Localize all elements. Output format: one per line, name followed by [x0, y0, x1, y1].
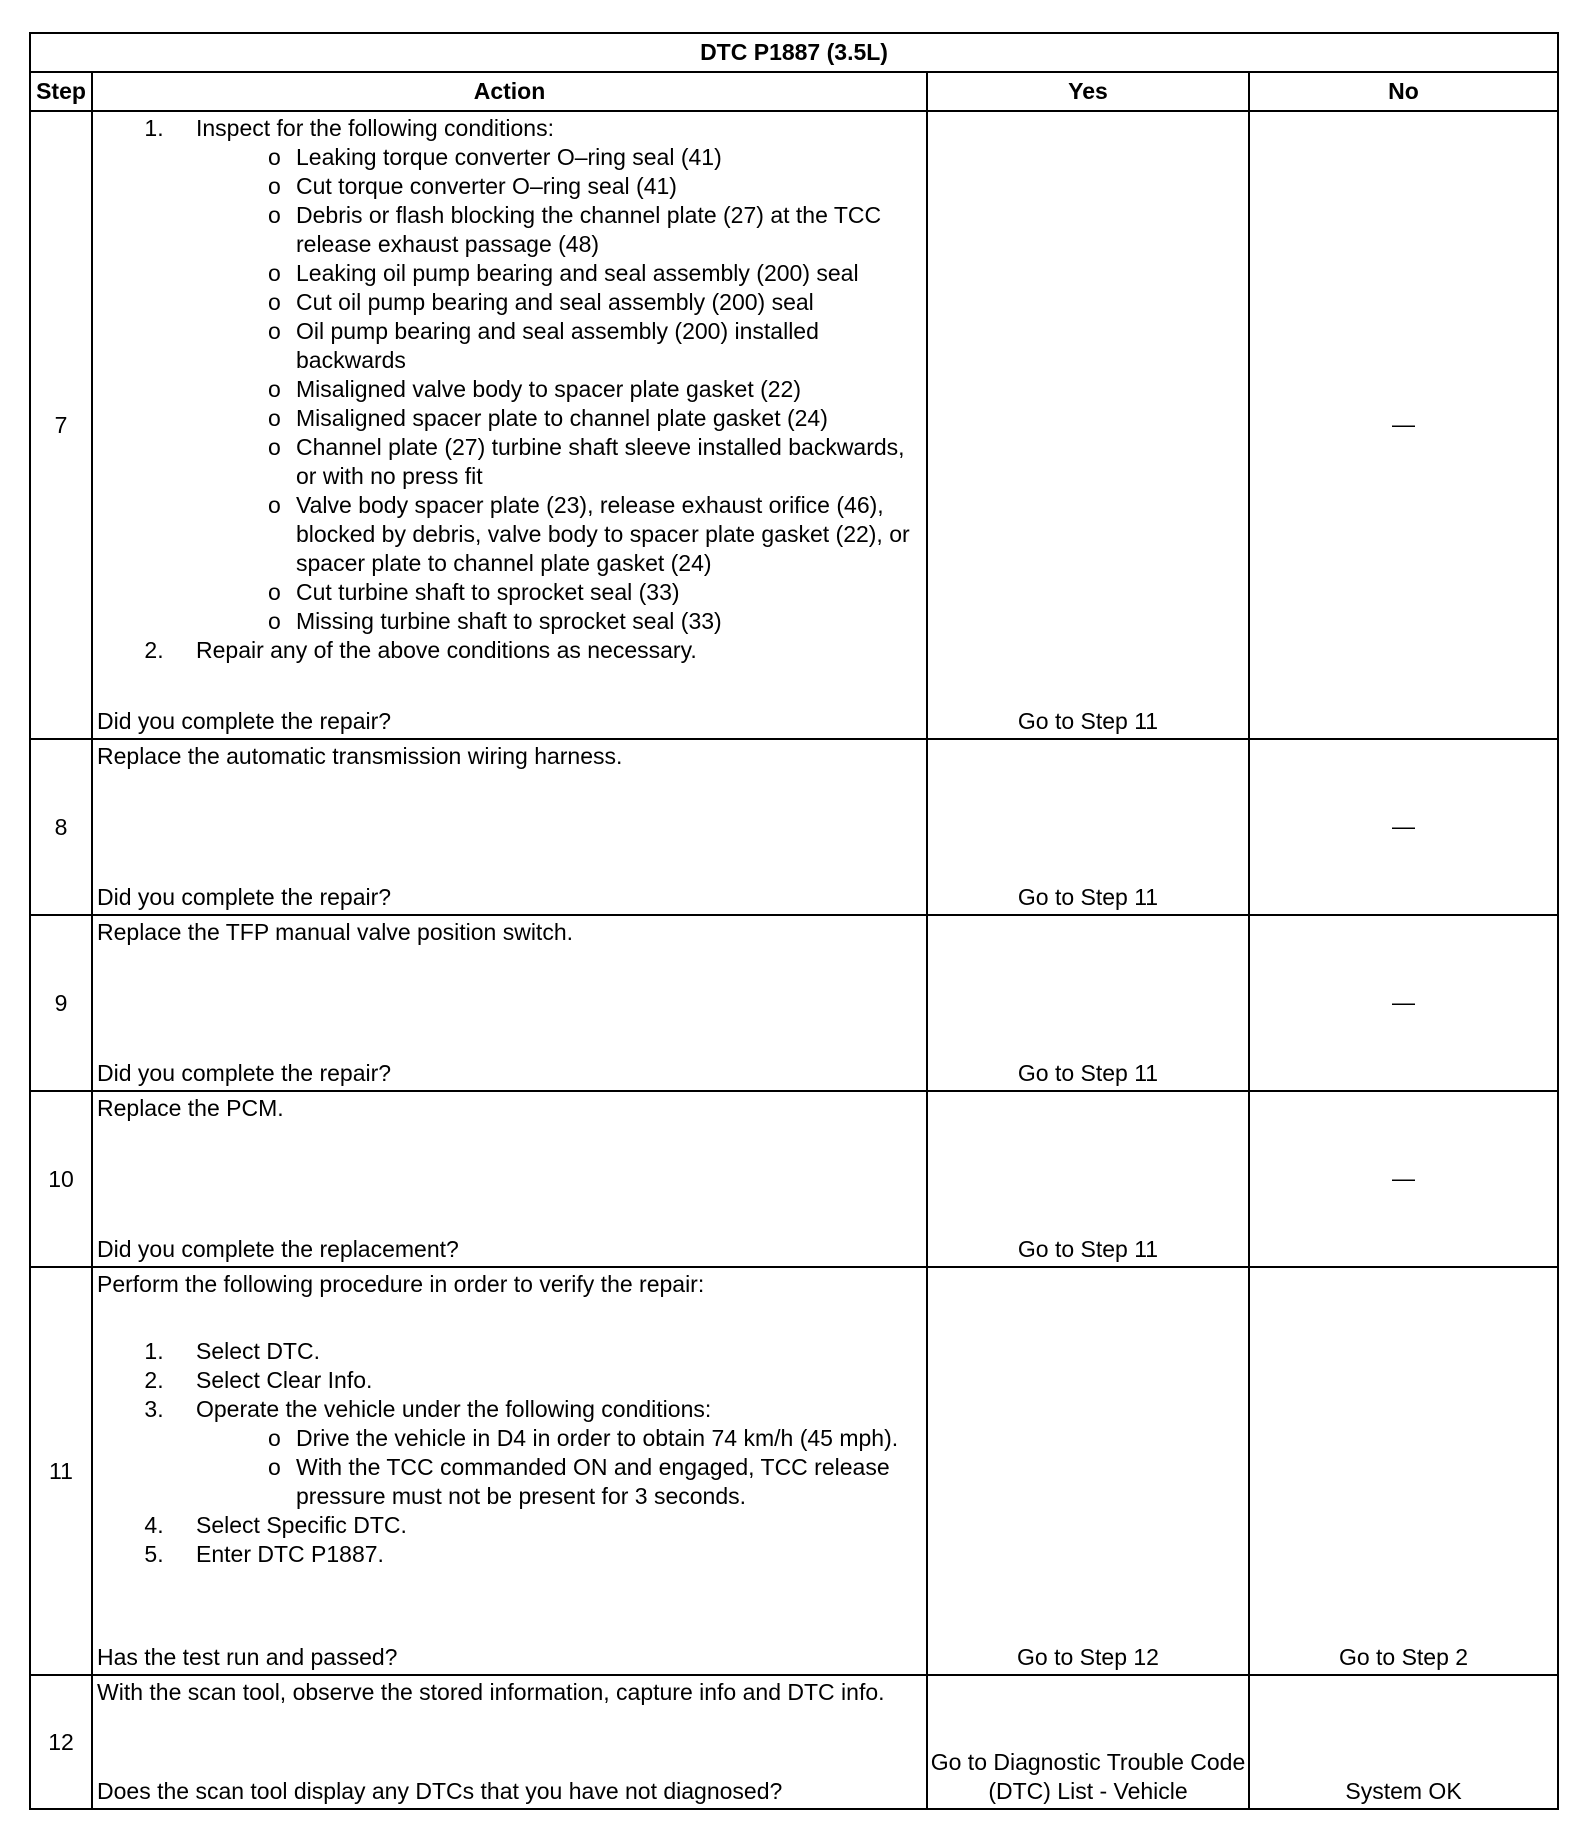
list-item: o Cut turbine shaft to sprocket seal (33): [270, 578, 922, 607]
list-item: o Debris or flash blocking the channel plate (27) at the TCC release exhaust passage (48): [270, 201, 922, 259]
instruction-text: Perform the following procedure in order to verify the repair:: [97, 1271, 705, 1297]
no-cell: —: [1249, 111, 1558, 739]
header-row: [30, 72, 1558, 111]
table-row: [30, 915, 1558, 1091]
question-text: Did you complete the repair?: [97, 708, 392, 734]
yes-cell: Go to Step 12: [927, 1267, 1249, 1675]
header-no: No: [1249, 72, 1558, 111]
list-item: o Misaligned spacer plate to channel plate gasket (24): [270, 404, 922, 433]
question-text: Does the scan tool display any DTCs that you have not diagnosed?: [97, 1778, 783, 1804]
step-number: 9: [30, 915, 92, 1091]
yes-cell: Go to Step 11: [927, 1091, 1249, 1267]
list-item: 5. Enter DTC P1887.: [170, 1540, 922, 1569]
procedure-list: [97, 114, 922, 665]
no-cell: —: [1249, 915, 1558, 1091]
step-number: 12: [30, 1675, 92, 1809]
list-item: o Missing turbine shaft to sprocket seal (33): [270, 607, 922, 636]
table-row: [30, 111, 1558, 739]
table-row: [30, 1267, 1558, 1675]
action-cell: [92, 739, 927, 915]
list-item: o Drive the vehicle in D4 in order to obtain 74 km/h (45 mph).: [270, 1424, 922, 1453]
yes-cell: Go to Step 11: [927, 915, 1249, 1091]
list-item: o Leaking oil pump bearing and seal assembly (200) seal: [270, 259, 922, 288]
list-item: o Misaligned valve body to spacer plate gasket (22): [270, 375, 922, 404]
list-item: 2. Repair any of the above conditions as necessary.: [170, 636, 922, 665]
sub-list: [196, 1424, 922, 1511]
instruction-text: Replace the PCM.: [97, 1095, 284, 1121]
action-cell: [92, 1267, 927, 1675]
list-item: o Cut oil pump bearing and seal assembly (200) seal: [270, 288, 922, 317]
question-text: Did you complete the replacement?: [97, 1236, 459, 1262]
step-number: 10: [30, 1091, 92, 1267]
list-item: o With the TCC commanded ON and engaged, TCC release pressure must not be present for 3 seconds.: [270, 1453, 922, 1511]
list-item: o Channel plate (27) turbine shaft sleeve installed backwards, or with no press fit: [270, 433, 922, 491]
yes-cell: Go to Diagnostic Trouble Code (DTC) List - Vehicle: [927, 1675, 1249, 1809]
title-row: [30, 33, 1558, 72]
procedure-list: [97, 1337, 922, 1569]
list-item: o Cut torque converter O–ring seal (41): [270, 172, 922, 201]
action-cell: [92, 1091, 927, 1267]
yes-cell: Go to Step 11: [927, 111, 1249, 739]
list-item: 4. Select Specific DTC.: [170, 1511, 922, 1540]
table-row: [30, 739, 1558, 915]
question-text: Has the test run and passed?: [97, 1644, 398, 1670]
list-item: o Valve body spacer plate (23), release exhaust orifice (46), blocked by debris, valve body to spacer plate gasket (22), or spacer plate to channel plate gasket (24): [270, 491, 922, 578]
no-cell: Go to Step 2: [1249, 1267, 1558, 1675]
list-item: 1. Inspect for the following conditions: o Leaking torque converter O–ring seal (41) o Cut torque converter O–ring seal (41) o Debris or flash blocking the channel plate (27) at the TCC release exhaust passage (48) o Leaking oil pump bearing and seal assembly (200) seal o Cut oil pump bearing and seal assembly (200) seal o Oil pump bearing and seal assembly (200) installed backwards o Misaligned valve body to spacer plate gasket (22) o Misaligned spacer plate to channel plate gasket (24) o Channel plate (27) turbine shaft sleeve installed backwards, or with no press fit o Valve body spacer plate (23), release exhaust orifice (46), blocked by debris, valve body to spacer plate gasket (22), or spacer plate to channel plate gasket (24) o Cut turbine shaft to sprocket seal (33) o Missing turbine shaft to sprocket seal (33): [170, 114, 922, 636]
table-title: DTC P1887 (3.5L): [30, 33, 1558, 72]
yes-cell: Go to Step 11: [927, 739, 1249, 915]
list-item: o Leaking torque converter O–ring seal (41): [270, 143, 922, 172]
no-cell: —: [1249, 739, 1558, 915]
diagnostic-table: [29, 32, 1559, 1810]
step-number: 11: [30, 1267, 92, 1675]
step-number: 8: [30, 739, 92, 915]
table-row: [30, 1091, 1558, 1267]
list-item: 3. Operate the vehicle under the following conditions: o Drive the vehicle in D4 in order to obtain 74 km/h (45 mph). o With the TCC commanded ON and engaged, TCC release pressure must not be present for 3 seconds.: [170, 1395, 922, 1511]
no-cell: —: [1249, 1091, 1558, 1267]
no-cell: System OK: [1249, 1675, 1558, 1809]
table-row: [30, 1675, 1558, 1809]
instruction-text: Replace the automatic transmission wiring harness.: [97, 743, 623, 769]
instruction-text: With the scan tool, observe the stored information, capture info and DTC info.: [97, 1679, 885, 1705]
list-item: 2. Select Clear Info.: [170, 1366, 922, 1395]
question-text: Did you complete the repair?: [97, 1060, 392, 1086]
instruction-text: Replace the TFP manual valve position switch.: [97, 919, 574, 945]
step-number: 7: [30, 111, 92, 739]
question-text: Did you complete the repair?: [97, 884, 392, 910]
action-cell: [92, 1675, 927, 1809]
list-item: 1. Select DTC.: [170, 1337, 922, 1366]
action-cell: [92, 111, 927, 739]
header-step: Step: [30, 72, 92, 111]
sub-list: [196, 143, 922, 636]
header-yes: Yes: [927, 72, 1249, 111]
list-item: o Oil pump bearing and seal assembly (200) installed backwards: [270, 317, 922, 375]
action-cell: [92, 915, 927, 1091]
header-action: Action: [92, 72, 927, 111]
